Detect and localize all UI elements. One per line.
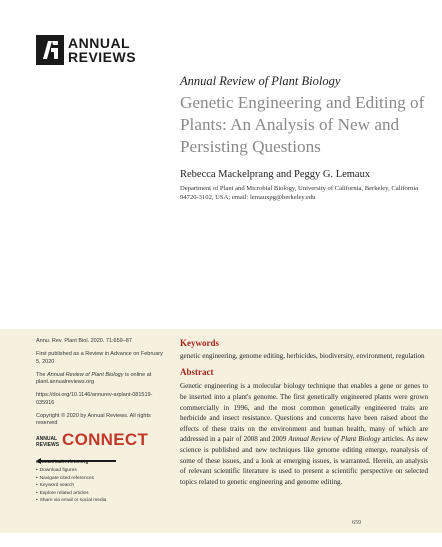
list-item: • Keyword search [36,482,168,490]
left-arrow-icon [36,451,168,457]
logo-line-1: ANNUAL [68,35,131,51]
online-journal: Annual Review of Plant Biology [47,371,124,378]
list-item: • Explore related articles [36,490,168,498]
doi-link[interactable]: https://doi.org/10.1146/annurev-arplant-081519-035916 [36,392,153,406]
abstract-text [180,381,428,487]
article-info-sidebar [36,338,168,434]
keywords-text: genetic engineering, genome editing, herbicides, biodiversity, environment, regulation [180,352,425,360]
online-prefix: The [36,371,48,378]
connect-small-line-1: ANNUAL [36,436,58,442]
page-number: 659 [352,520,361,526]
first-published: First published as a Review in Advance on February 5, 2020 [36,351,163,365]
citation: Annu. Rev. Plant Biol. 2020. 71:659–87 [36,338,132,344]
list-item: • Share via email or social media [36,497,168,505]
keywords-abstract-column [180,338,428,487]
affiliation: Department of Plant and Microbial Biology, University of California, Berkeley, California 94720-3102, USA; email: lemauxpg@berkeley.edu [180,185,419,201]
abstract-heading: Abstract [180,367,214,378]
connect-feature-list [36,467,168,505]
online-note [36,372,168,387]
connect-small-line-2: REVIEWS [36,441,60,448]
keywords-heading: Keywords [180,338,219,348]
article-title: Genetic Engineering and Editing of Plants: An Analysis of New and Persisting Questions [180,93,425,156]
online-suffix[interactable]: is online at plant.annualreviews.org [36,371,152,386]
abstract-journal: Annual Review of Plant Biology [288,435,381,444]
list-item: • Download figures [36,467,168,475]
journal-name: Annual Review of Plant Biology [180,74,341,88]
connect-word: CONNECT [62,430,149,449]
connect-small-logo [36,437,62,448]
annual-reviews-logo-icon [36,35,64,65]
logo-line-2: REVIEWS [68,49,137,65]
abstract-part-1: Genetic engineering is a molecular biology technique that enables a gene or genes to be inserted into a plant's genome. The first genetically engineered plants were grown commercially in 1996, and the most common genetically engineered traits are herbicide and insect resistance. Questions and concerns have been raised about the effects of these traits on the environment and human health, many of which are addressed in a pair of 2008 and 2009 [180,382,428,444]
abstract-part-2: articles. As new science is published and new techniques like genome editing emerge, reanalysis of some of these issues, and a look at emerging issues, is warranted. Herein, an analysis of relevant scientific literature is used to present a scientific perspective on selected topics related to genetic engineering and genome editing. [180,435,428,486]
copyright: Copyright © 2020 by Annual Reviews. All rights reserved [36,413,151,427]
list-item: • Navigate cited references [36,475,168,483]
authors: Rebecca Mackelprang and Peggy G. Lemaux [180,169,371,180]
annual-reviews-logo [36,34,136,66]
annual-reviews-connect-box [36,432,168,505]
